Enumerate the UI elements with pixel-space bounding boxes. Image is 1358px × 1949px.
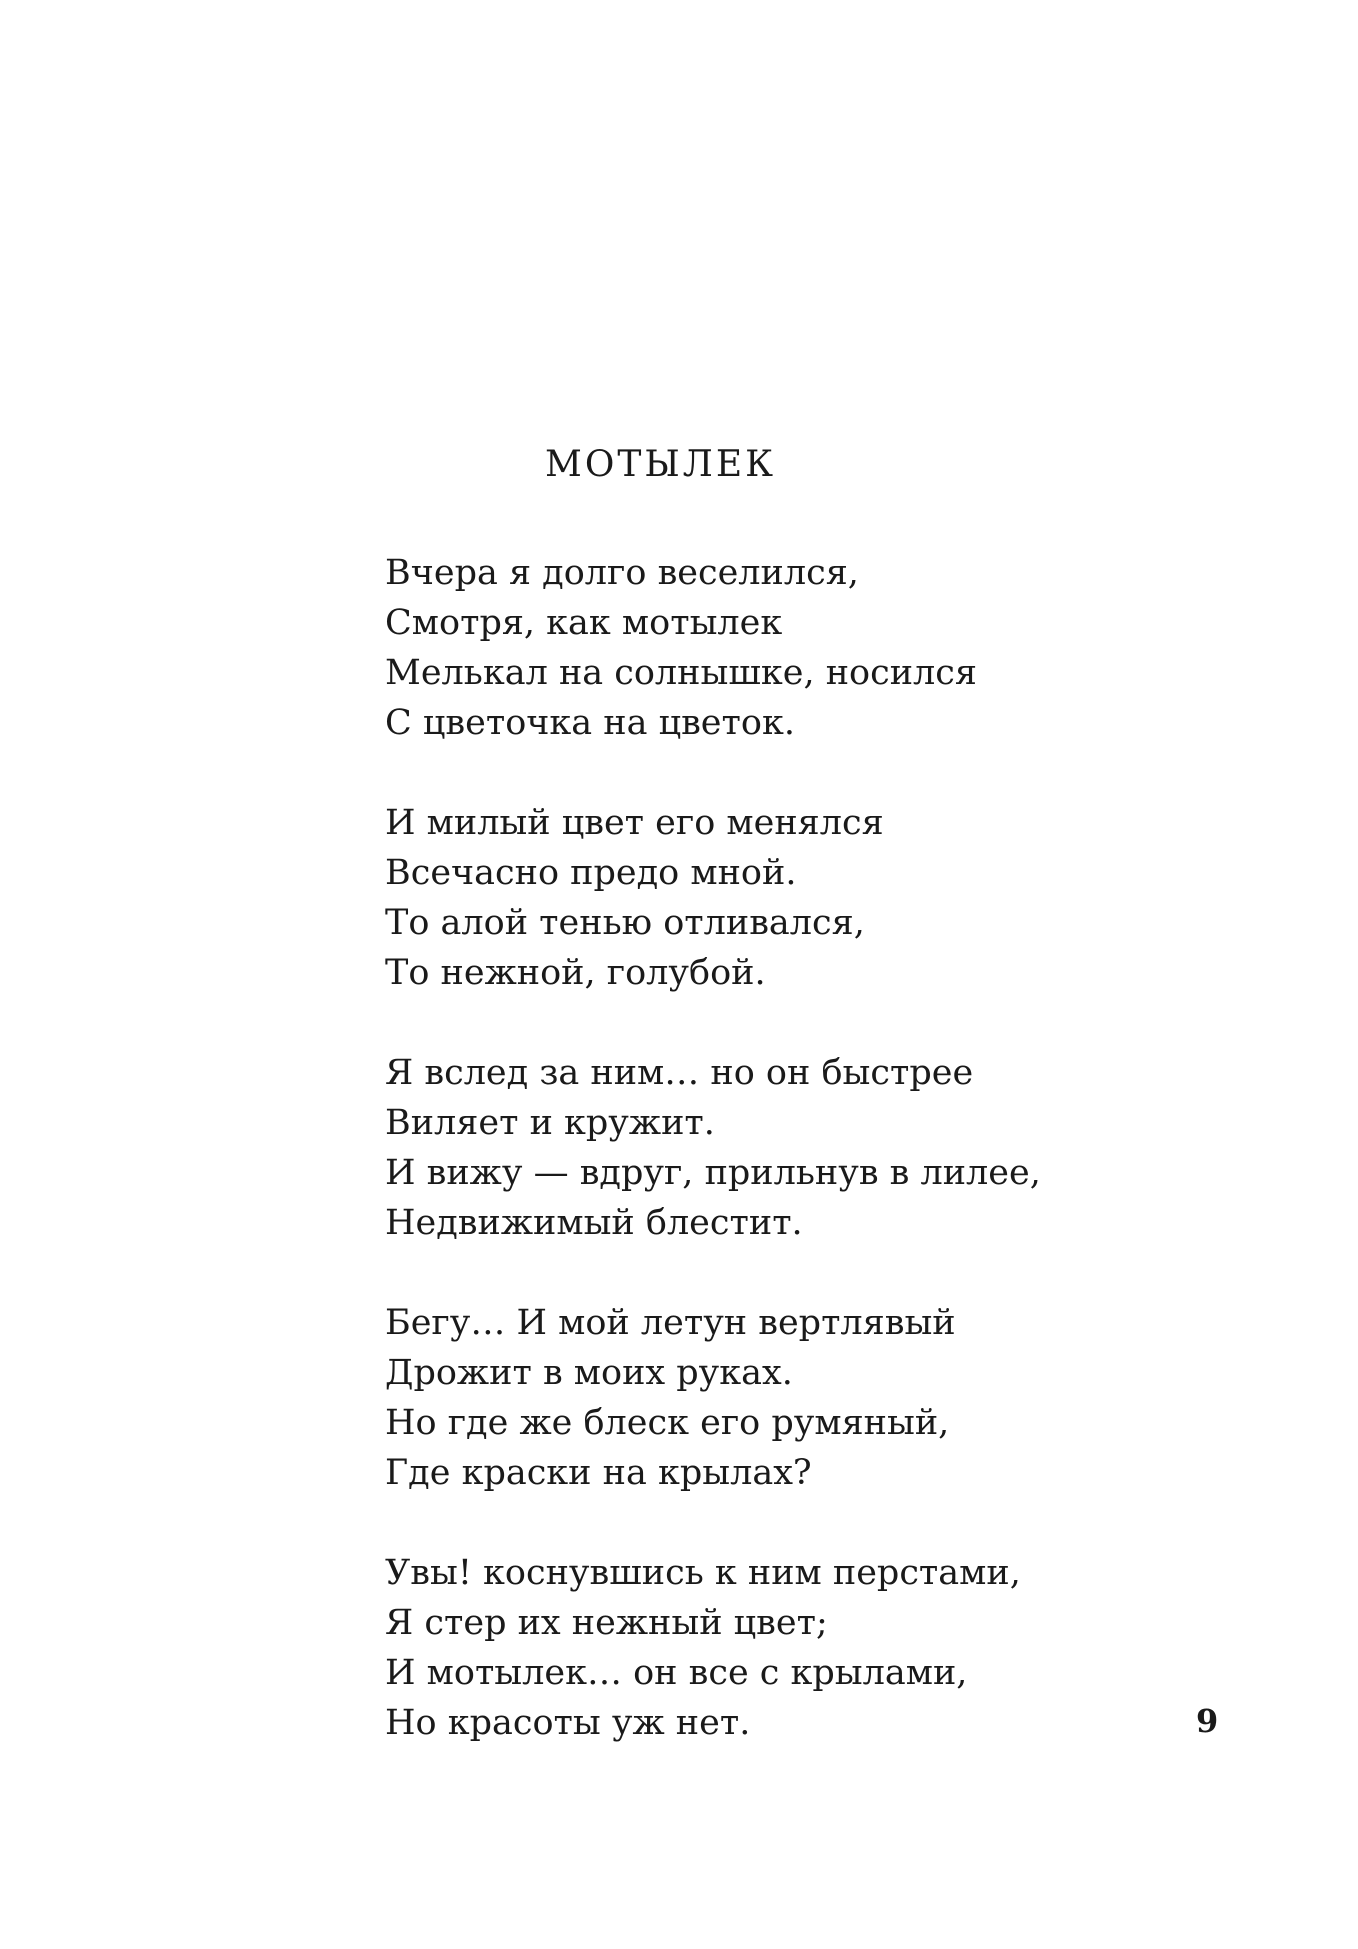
stanza-2 <box>385 798 1145 998</box>
poem-line: Всечасно предо мной. <box>385 853 797 893</box>
page-number: 9 <box>1196 1702 1219 1740</box>
poem-line: Я стер их нежный цвет; <box>385 1603 828 1643</box>
poem-line: То алой тенью отливался, <box>385 903 865 943</box>
poem-body <box>385 548 1145 1798</box>
poem-line: И вижу — вдруг, прильнув в лилее, <box>385 1153 1041 1193</box>
stanza-3 <box>385 1048 1145 1248</box>
poem-line: Но где же блеск его румяный, <box>385 1403 950 1443</box>
poem-line: То нежной, голубой. <box>385 953 766 993</box>
poem-line: Дрожит в моих руках. <box>385 1353 793 1393</box>
poem-line: Но красоты уж нет. <box>385 1703 751 1743</box>
poem-line: Я вслед за ним… но он быстрее <box>385 1053 974 1093</box>
poem-line: Мелькал на солнышке, носился <box>385 653 977 693</box>
poem-line: Бегу… И мой летун вертлявый <box>385 1303 956 1343</box>
poem-title: МОТЫЛЕК <box>545 444 776 485</box>
poem-line: Увы! коснувшись к ним перстами, <box>385 1553 1021 1593</box>
stanza-5 <box>385 1548 1145 1748</box>
poem-line: Недвижимый блестит. <box>385 1203 803 1243</box>
stanza-1 <box>385 548 1145 748</box>
poem-line: Виляет и кружит. <box>385 1103 715 1143</box>
poem-line: Смотря, как мотылек <box>385 603 783 643</box>
poem-line: И милый цвет его менялся <box>385 803 884 843</box>
poem-line: Вчера я долго веселился, <box>385 553 859 593</box>
poem-line: Где краски на крылах? <box>385 1453 812 1493</box>
poem-line: И мотылек… он все с крылами, <box>385 1653 968 1693</box>
stanza-4 <box>385 1298 1145 1498</box>
poem-line: С цветочка на цветок. <box>385 703 795 743</box>
